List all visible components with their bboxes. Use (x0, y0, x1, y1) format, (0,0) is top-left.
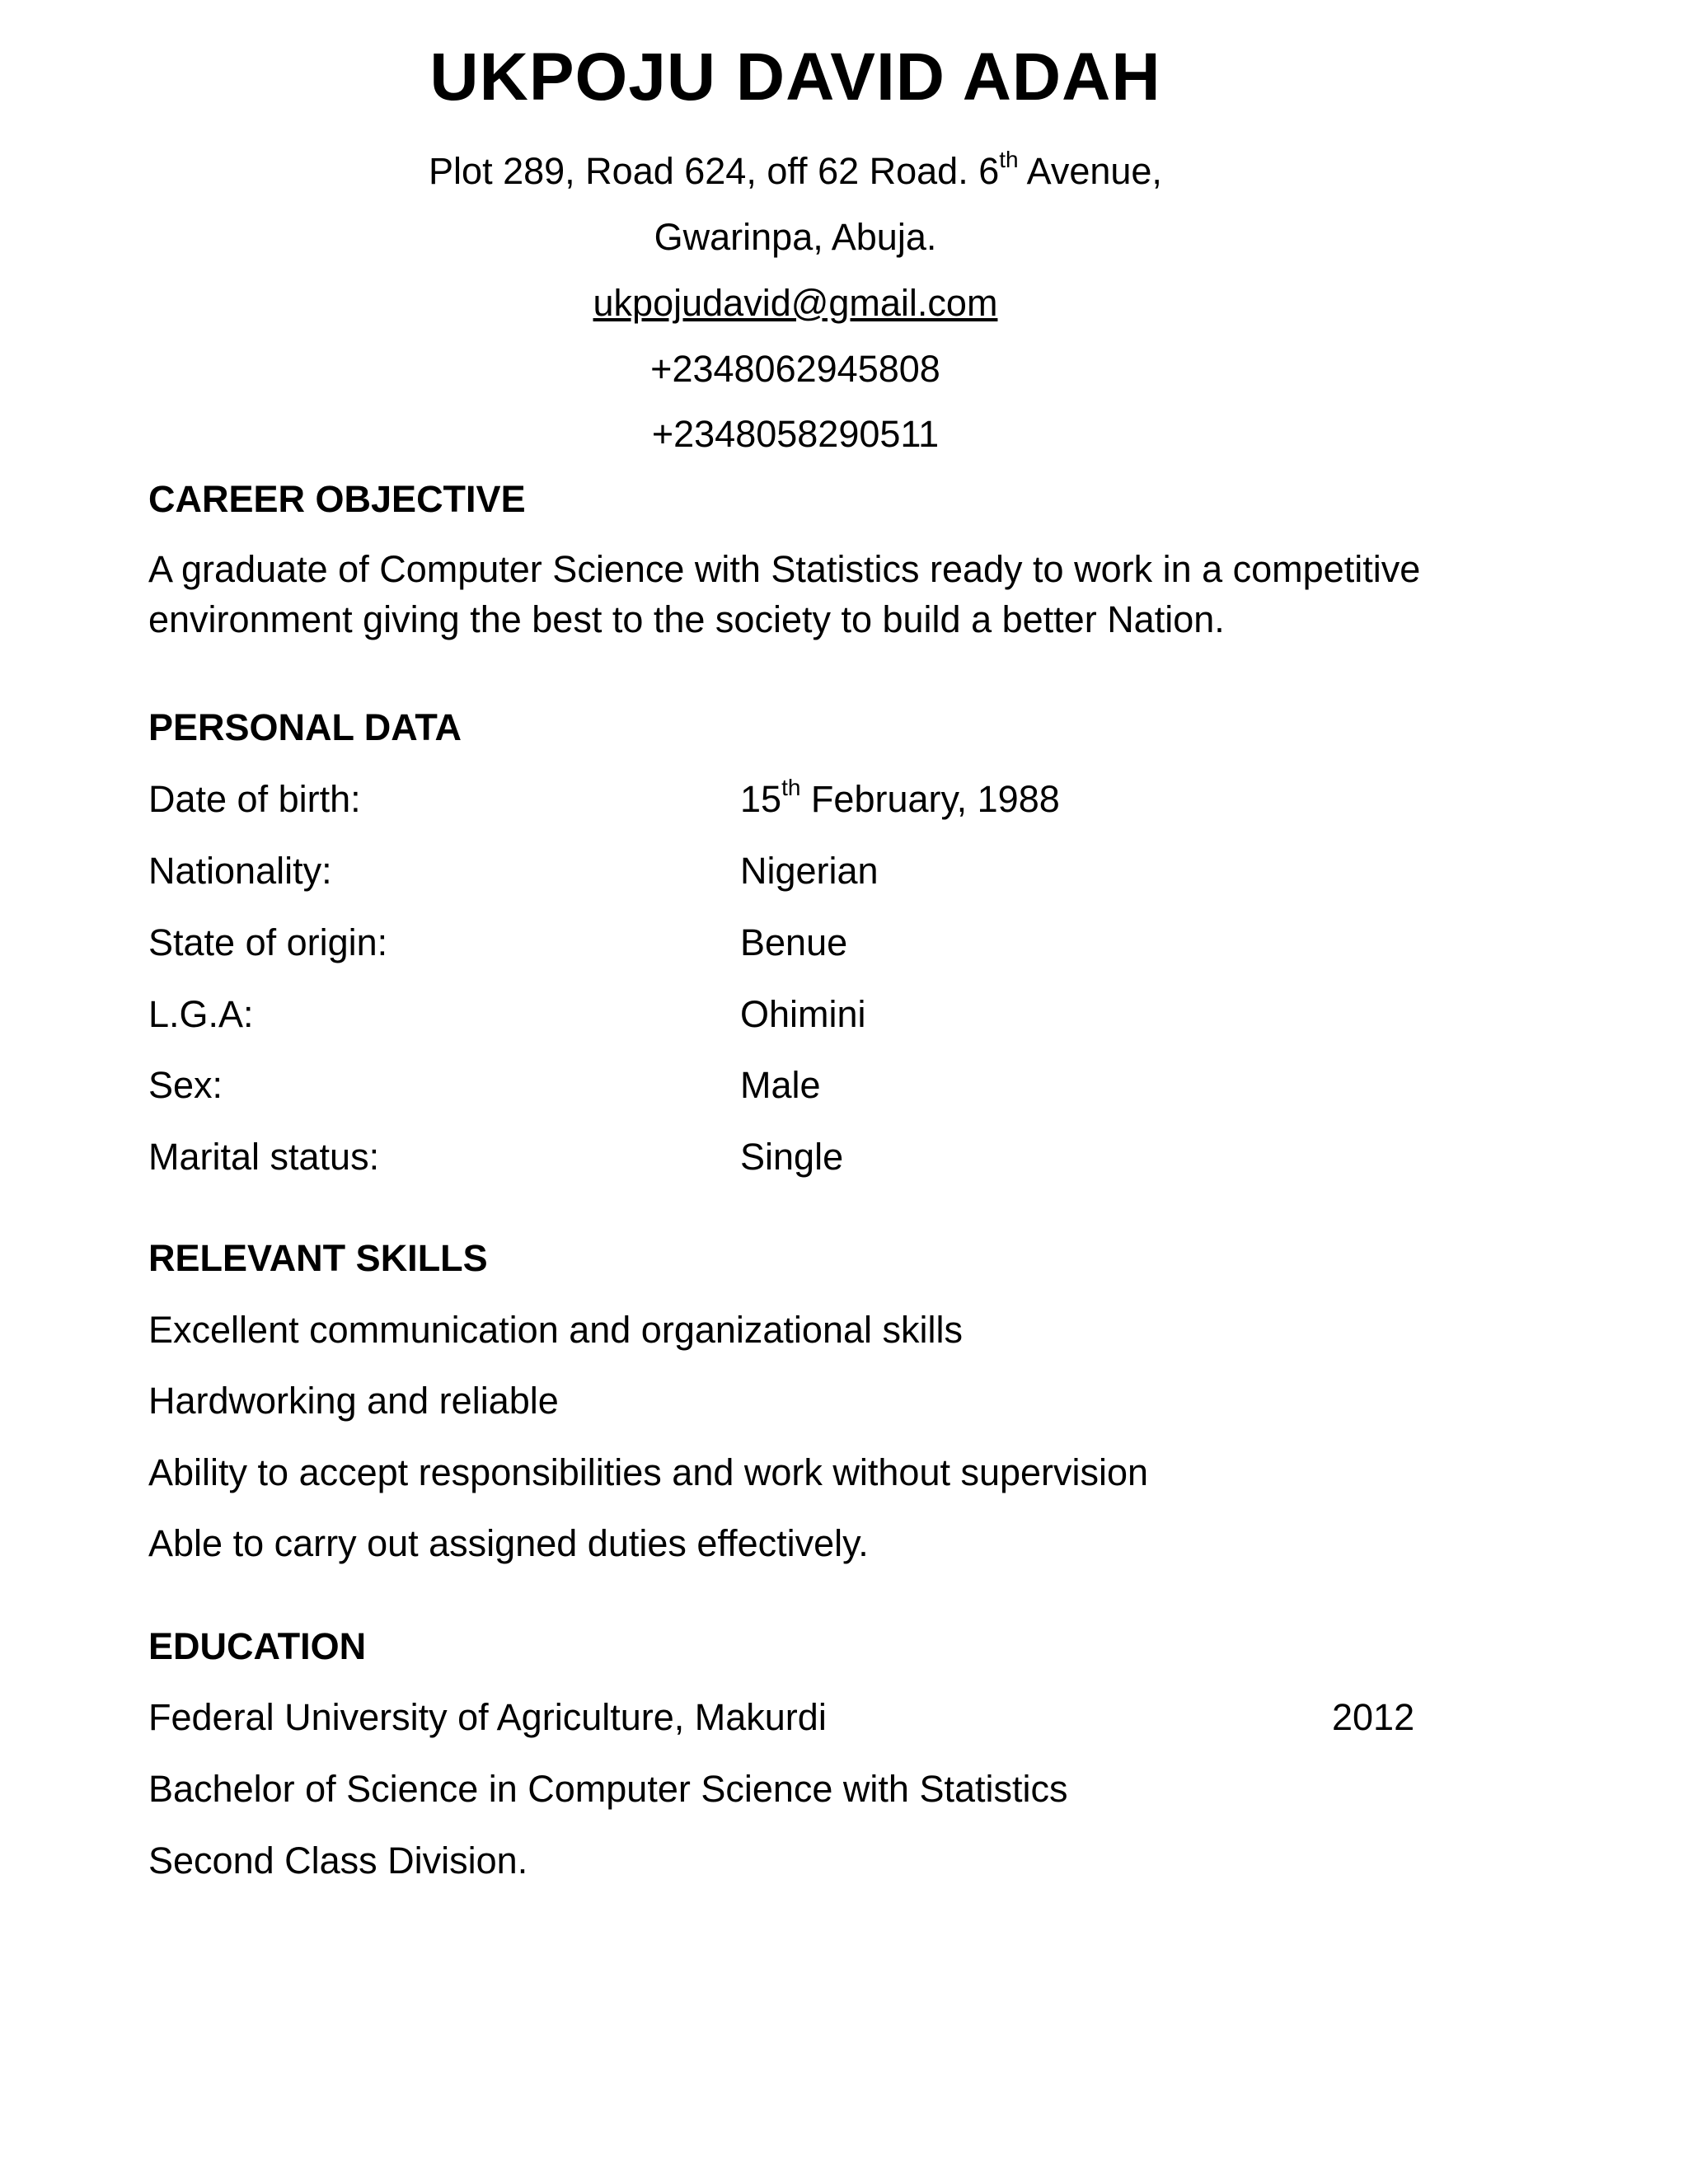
address-superscript: th (999, 147, 1019, 172)
skill-item: Hardworking and reliable (148, 1380, 559, 1422)
row-value: Ohimini (740, 993, 866, 1035)
education-class: Second Class Division. (148, 1840, 528, 1882)
personal-data-row (148, 1134, 1550, 1180)
row-value: Nigerian (740, 850, 879, 892)
address-line-1 (0, 148, 1591, 194)
row-label: Date of birth: (148, 778, 361, 820)
personal-data-row (148, 1062, 1550, 1108)
personal-data-row (148, 920, 1550, 966)
dob-day: 15 (740, 778, 782, 820)
address-line-2: Gwarinpa, Abuja. (654, 216, 937, 258)
phone-1: +2348062945808 (650, 348, 940, 390)
dob-rest: February, 1988 (800, 778, 1060, 820)
candidate-name: UKPOJU DAVID ADAH (429, 40, 1161, 115)
email-link[interactable]: ukpojudavid@gmail.com (593, 282, 998, 324)
education-year: 2012 (1332, 1696, 1415, 1738)
education-heading: EDUCATION (148, 1625, 367, 1667)
career-objective-line-2: environment giving the best to the society to build a better Nation. (148, 598, 1225, 640)
dob-superscript: th (781, 775, 801, 800)
personal-data-row (148, 776, 1550, 823)
skill-item: Ability to accept responsibilities and work without supervision (148, 1451, 1149, 1493)
personal-data-heading: PERSONAL DATA (148, 706, 462, 748)
row-label: Marital status: (148, 1136, 380, 1178)
address-line-1-end: Avenue, (1018, 150, 1162, 192)
row-value: Single (740, 1136, 844, 1178)
row-label: Nationality: (148, 850, 332, 892)
career-objective-heading: CAREER OBJECTIVE (148, 478, 526, 520)
row-label: State of origin: (148, 921, 388, 963)
address-line-1-text: Plot 289, Road 624, off 62 Road. 6 (429, 150, 1000, 192)
skill-item: Able to carry out assigned duties effectively. (148, 1522, 869, 1564)
relevant-skills-heading: RELEVANT SKILLS (148, 1237, 488, 1279)
education-degree: Bachelor of Science in Computer Science with Statistics (148, 1768, 1068, 1810)
row-label: L.G.A: (148, 993, 254, 1035)
row-value: Male (740, 1064, 821, 1106)
career-objective-line-1: A graduate of Computer Science with Statistics ready to work in a competitive (148, 548, 1421, 590)
row-value: Benue (740, 921, 848, 963)
education-institution: Federal University of Agriculture, Makurdi (148, 1696, 827, 1738)
skill-item: Excellent communication and organizational skills (148, 1309, 964, 1351)
personal-data-row (148, 848, 1550, 894)
phone-2: +2348058290511 (651, 413, 940, 455)
row-label: Sex: (148, 1064, 223, 1106)
email-line (0, 280, 1591, 326)
row-value (740, 776, 1060, 823)
personal-data-row (148, 991, 1550, 1038)
